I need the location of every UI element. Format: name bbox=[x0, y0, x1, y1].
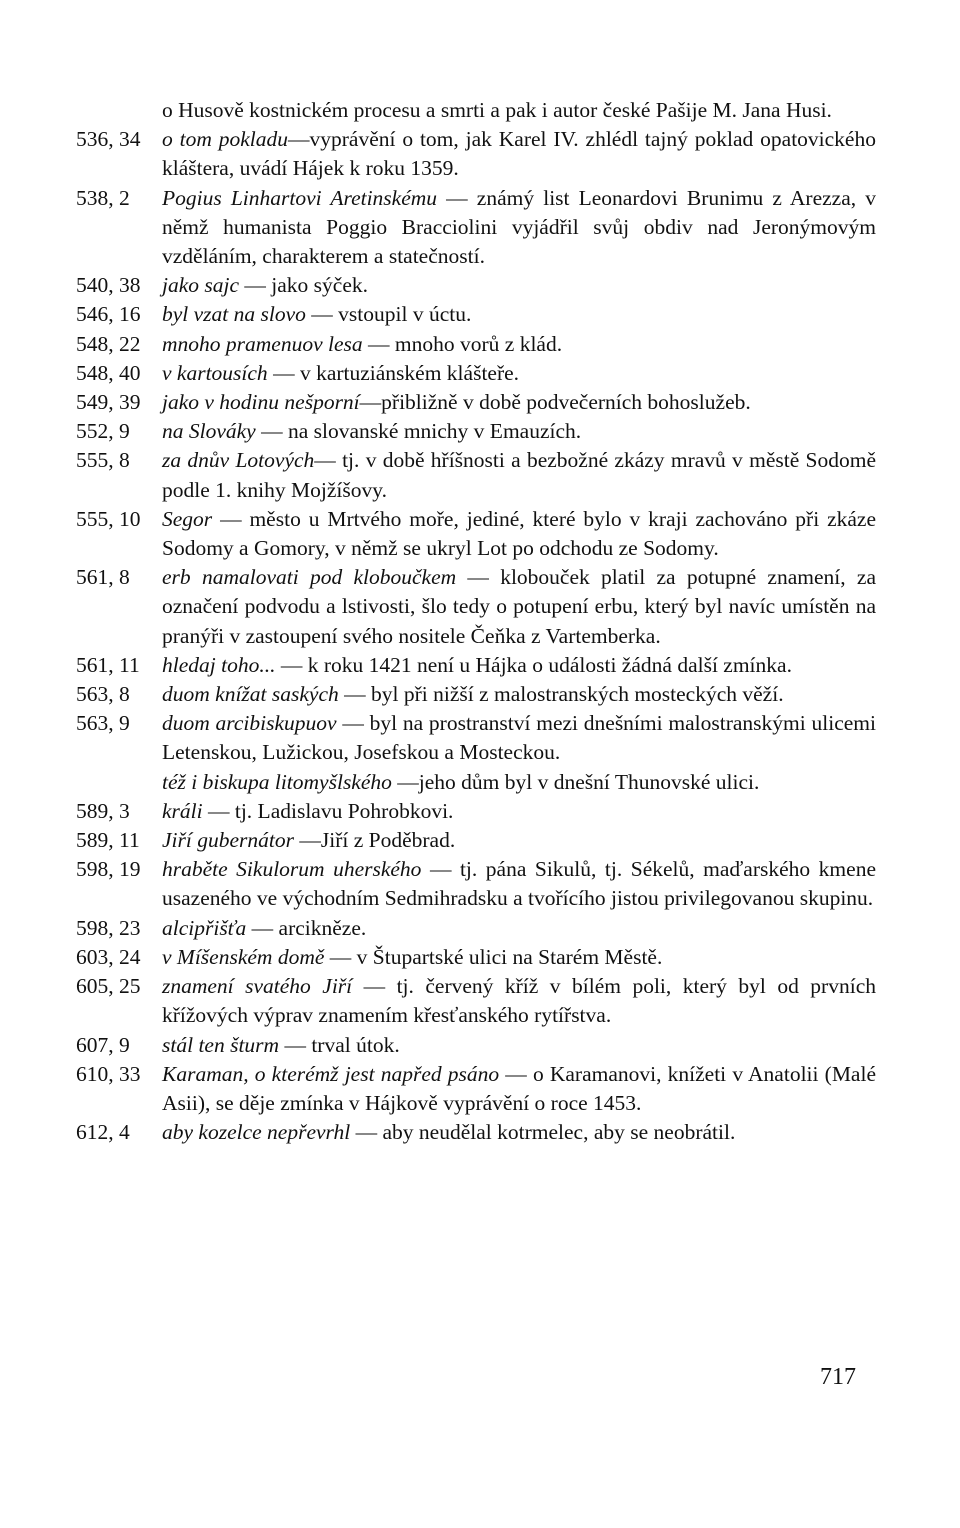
note-lemma: Karaman, o kterémž jest napřed psáno bbox=[162, 1061, 500, 1086]
note-lemma: králi bbox=[162, 798, 203, 823]
note-entry bbox=[76, 768, 876, 797]
note-entry bbox=[76, 446, 876, 504]
note-reference: 607, 9 bbox=[76, 1032, 130, 1057]
note-lemma: aby kozelce nepřevrhl bbox=[162, 1120, 351, 1145]
note-reference: 605, 25 bbox=[76, 974, 141, 999]
note-reference: 536, 34 bbox=[76, 127, 141, 152]
note-text: — mnoho vorů z klád. bbox=[362, 331, 563, 356]
note-reference: 612, 4 bbox=[76, 1120, 130, 1145]
note-lemma: mnoho pramenuov lesa bbox=[162, 331, 363, 356]
note-lemma: Jiří gubernátor bbox=[162, 828, 294, 853]
note-lemma: v kartousích bbox=[162, 360, 268, 385]
page-number: 717 bbox=[820, 1364, 856, 1390]
note-text: —Jiří z Poděbrad. bbox=[293, 828, 456, 853]
note-entry bbox=[76, 943, 876, 972]
note-entry bbox=[76, 96, 876, 125]
note-text: —vyprávění o tom, jak Karel IV. zhlédl tajný poklad opatovického kláštera, uvádí Hájek k roku 1359. bbox=[162, 127, 876, 181]
note-entry bbox=[76, 125, 876, 183]
note-lemma: v Míšenském domě bbox=[162, 944, 325, 969]
note-entry bbox=[76, 1118, 876, 1147]
note-lemma: na Slováky bbox=[162, 419, 256, 444]
note-text: — v kartuziánském klášteře. bbox=[267, 360, 520, 385]
note-entry bbox=[76, 417, 876, 446]
notes-list bbox=[76, 96, 876, 1147]
note-lemma: o tom pokladu bbox=[162, 127, 288, 152]
note-lemma: hledaj toho... bbox=[162, 652, 276, 677]
note-lemma: duom arcibiskupuov bbox=[162, 711, 337, 736]
note-entry bbox=[76, 1060, 876, 1118]
note-text: — jako sýček. bbox=[239, 273, 368, 298]
note-text: — tj. pána Sikulů, tj. Sékelů, maďarského kmene usazeného ve východním Sedmihradsku a tvořícího jistou privilegovanou skupinu. bbox=[162, 857, 876, 911]
note-entry bbox=[76, 388, 876, 417]
note-text: — o Karamanovi, knížeti v Anatolii (Malé Asii), se děje zmínka v Hájkově vyprávění o roce 1453. bbox=[162, 1061, 876, 1115]
note-text: — tj. v době hříšnosti a bezbožné zkázy mravů v městě Sodomě podle 1. knihy Mojžíšovy. bbox=[162, 448, 876, 502]
note-reference: 598, 19 bbox=[76, 857, 141, 882]
note-text: — aby neudělal kotrmelec, aby se neobrátil. bbox=[350, 1120, 736, 1145]
note-text: — trval útok. bbox=[279, 1032, 400, 1057]
note-text: — klobouček platil za potupné znamení, za označení podvodu a lstivosti, šlo tedy o potupení erbu, který byl navíc umístěn na pranýři v zastoupení svého nositele Čeňka z Vartemberka. bbox=[162, 565, 876, 648]
note-reference: 552, 9 bbox=[76, 419, 130, 444]
note-reference: 555, 8 bbox=[76, 448, 130, 473]
note-text: — známý list Leonardovi Brunimu z Arezza, v němž humanista Poggio Bracciolini vyjádřil svůj obdiv nad Jeronýmovým vzděláním, charakterem a statečností. bbox=[162, 185, 877, 269]
note-text: — v Štupartské ulici na Starém Městě. bbox=[324, 944, 663, 969]
note-text: — na slovanské mnichy v Emauzích. bbox=[255, 419, 582, 444]
note-reference: 548, 22 bbox=[76, 331, 141, 356]
note-entry bbox=[76, 300, 876, 329]
note-text: —přibližně v době podvečerních bohoslužeb. bbox=[359, 390, 751, 415]
note-reference: 589, 11 bbox=[76, 828, 140, 853]
note-text: —jeho dům byl v dnešní Thunovské ulici. bbox=[391, 769, 760, 794]
note-lemma: hraběte Sikulorum uherského bbox=[162, 857, 422, 882]
note-reference: 548, 40 bbox=[76, 360, 141, 385]
note-lemma: jako v hodinu nešporní bbox=[162, 390, 360, 415]
note-text: — město u Mrtvého moře, jediné, které bylo v kraji zachováno při zkáze Sodomy a Gomory, v němž se ukryl Lot po odchodu ze Sodomy. bbox=[162, 506, 876, 561]
note-reference: 563, 8 bbox=[76, 682, 130, 707]
note-entry bbox=[76, 359, 876, 388]
note-lemma: alcipřišťa bbox=[162, 915, 247, 940]
note-entry bbox=[76, 797, 876, 826]
note-reference: 610, 33 bbox=[76, 1061, 141, 1086]
note-text: — tj. červený kříž v bílém poli, který byl od prvních křížových výprav znamením křesťanského rytířstva. bbox=[162, 974, 876, 1028]
note-reference: 598, 23 bbox=[76, 915, 141, 940]
note-reference: 555, 10 bbox=[76, 506, 141, 531]
note-lemma: Segor bbox=[162, 506, 213, 531]
note-lemma: Pogius Linhartovi Aretinskému bbox=[162, 185, 438, 210]
note-lemma: byl vzat na slovo bbox=[162, 302, 306, 327]
note-text: — k roku 1421 není u Hájka o události žádná další zmínka. bbox=[275, 652, 792, 677]
note-reference: 561, 11 bbox=[76, 652, 140, 677]
note-entry bbox=[76, 505, 876, 563]
note-lemma: znamení svatého Jiří bbox=[162, 974, 353, 999]
note-entry bbox=[76, 271, 876, 300]
note-reference: 563, 9 bbox=[76, 711, 130, 736]
note-entry bbox=[76, 709, 876, 767]
note-reference: 589, 3 bbox=[76, 798, 130, 823]
note-reference: 603, 24 bbox=[76, 944, 141, 969]
note-lemma: erb namalovati pod kloboučkem bbox=[162, 565, 457, 590]
note-lemma: stál ten šturm bbox=[162, 1032, 280, 1057]
note-lemma: jako sajc bbox=[162, 273, 240, 298]
note-lemma: též i biskupa litomyšlského bbox=[162, 769, 392, 794]
note-entry bbox=[76, 563, 876, 651]
note-reference: 546, 16 bbox=[76, 302, 141, 327]
note-entry bbox=[76, 826, 876, 855]
note-reference: 549, 39 bbox=[76, 390, 141, 415]
note-text: — arcikněze. bbox=[246, 915, 367, 940]
note-text: — byl na prostranství mezi dnešními malostranskými ulicemi Letenskou, Lužickou, Josefskou a Mosteckou. bbox=[162, 711, 876, 765]
note-text: — byl při nižší z malostranských mosteckých věží. bbox=[338, 682, 784, 707]
note-reference: 540, 38 bbox=[76, 273, 141, 298]
note-entry bbox=[76, 1031, 876, 1060]
note-entry bbox=[76, 651, 876, 680]
note-lemma: za dnův Lotových bbox=[162, 448, 315, 473]
note-lemma: duom knížat saských bbox=[162, 682, 339, 707]
note-text: o Husově kostnickém procesu a smrti a pak i autor české Pašije M. Jana Husi. bbox=[162, 98, 832, 122]
note-reference: 561, 8 bbox=[76, 565, 130, 590]
note-entry bbox=[76, 855, 876, 913]
note-entry bbox=[76, 972, 876, 1030]
note-text: — vstoupil v úctu. bbox=[305, 302, 472, 327]
note-entry bbox=[76, 914, 876, 943]
note-reference: 538, 2 bbox=[76, 185, 130, 210]
note-entry bbox=[76, 330, 876, 359]
note-entry bbox=[76, 680, 876, 709]
note-text: — tj. Ladislavu Pohrobkovi. bbox=[202, 798, 454, 823]
note-entry bbox=[76, 184, 876, 272]
